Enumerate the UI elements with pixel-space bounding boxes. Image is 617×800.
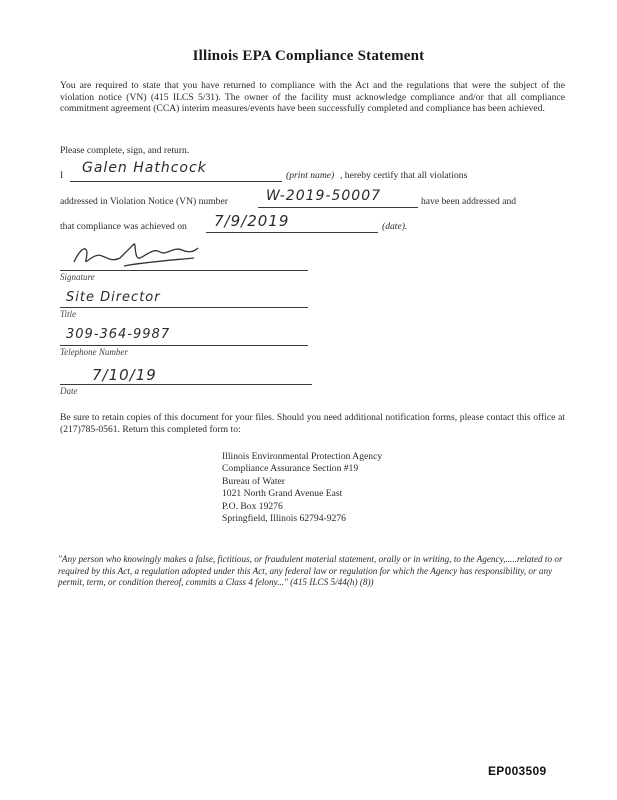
address-line: Compliance Assurance Section #19: [222, 463, 359, 475]
title-handwriting: Site Director: [66, 290, 161, 305]
phone-label: Telephone Number: [60, 347, 128, 357]
date-handwriting: 7/10/19: [92, 366, 157, 384]
address-line: 1021 North Grand Avenue East: [222, 488, 343, 500]
page-title: Illinois EPA Compliance Statement: [192, 48, 425, 64]
print-name-label: (print name): [286, 170, 335, 181]
date-label: Date: [60, 386, 78, 396]
vn-number-line: [258, 207, 418, 208]
address-line: Bureau of Water: [222, 475, 285, 487]
addressed-text: addressed in Violation Notice (VN) number: [60, 196, 228, 207]
title-line: [60, 307, 308, 308]
certify-prefix: I: [60, 170, 64, 181]
signature-label: Signature: [60, 272, 95, 282]
achieved-text: that compliance was achieved on: [60, 221, 187, 232]
date-line: [60, 384, 312, 385]
achieved-date-label: (date).: [382, 221, 408, 232]
title-label: Title: [60, 309, 77, 319]
addressed-suffix: have been addressed and: [421, 196, 517, 207]
address-line: Springfield, Illinois 62794-9276: [222, 513, 346, 525]
intro-paragraph: You are required to state that you have returned to compliance with the Act and the regulations that were the subject of the violation notice (VN) (415 ILCS 5/31). The owner of the facility must acknowledge compliance and/or that all compliance commitment agreement (CCA) interim measures/events have been successfully completed and compliance has been achieved.: [60, 80, 565, 115]
phone-handwriting: 309-364-9987: [66, 327, 171, 342]
retain-paragraph: Be sure to retain copies of this document for your files. Should you need additional notification forms, please contact this office at (217)785-0561. Return this completed form to:: [60, 412, 565, 435]
address-line: Illinois Environmental Protection Agency: [222, 451, 383, 462]
vn-number-handwriting: W-2019-50007: [266, 188, 382, 204]
signature-line: [60, 270, 308, 271]
achieved-date-line: [206, 232, 378, 233]
mailing-address: [222, 451, 382, 525]
print-name-handwriting: Galen Hathcock: [82, 160, 207, 176]
phone-line: [60, 345, 308, 346]
signature-scribble: [64, 238, 204, 270]
print-name-line: [70, 181, 282, 182]
address-line: P.O. Box 19276: [222, 500, 283, 512]
bates-number: EP003509: [488, 764, 547, 778]
statute-quote: "Any person who knowingly makes a false, fictitious, or fraudulent material statement, orally or in writing, to the Agency,.....related to or required by this Act, a regulation adopted under this Act, any federal law or regulation for which the Agency has responsibility, or any permit, term, or condition thereof, commits a Class 4 felony..." (415 ILCS 5/44(h) (8)): [58, 554, 563, 587]
certify-middle-text: , hereby certify that all violations: [340, 170, 468, 181]
achieved-date-handwriting: 7/9/2019: [214, 212, 290, 230]
instruction-text: Please complete, sign, and return.: [60, 145, 190, 156]
